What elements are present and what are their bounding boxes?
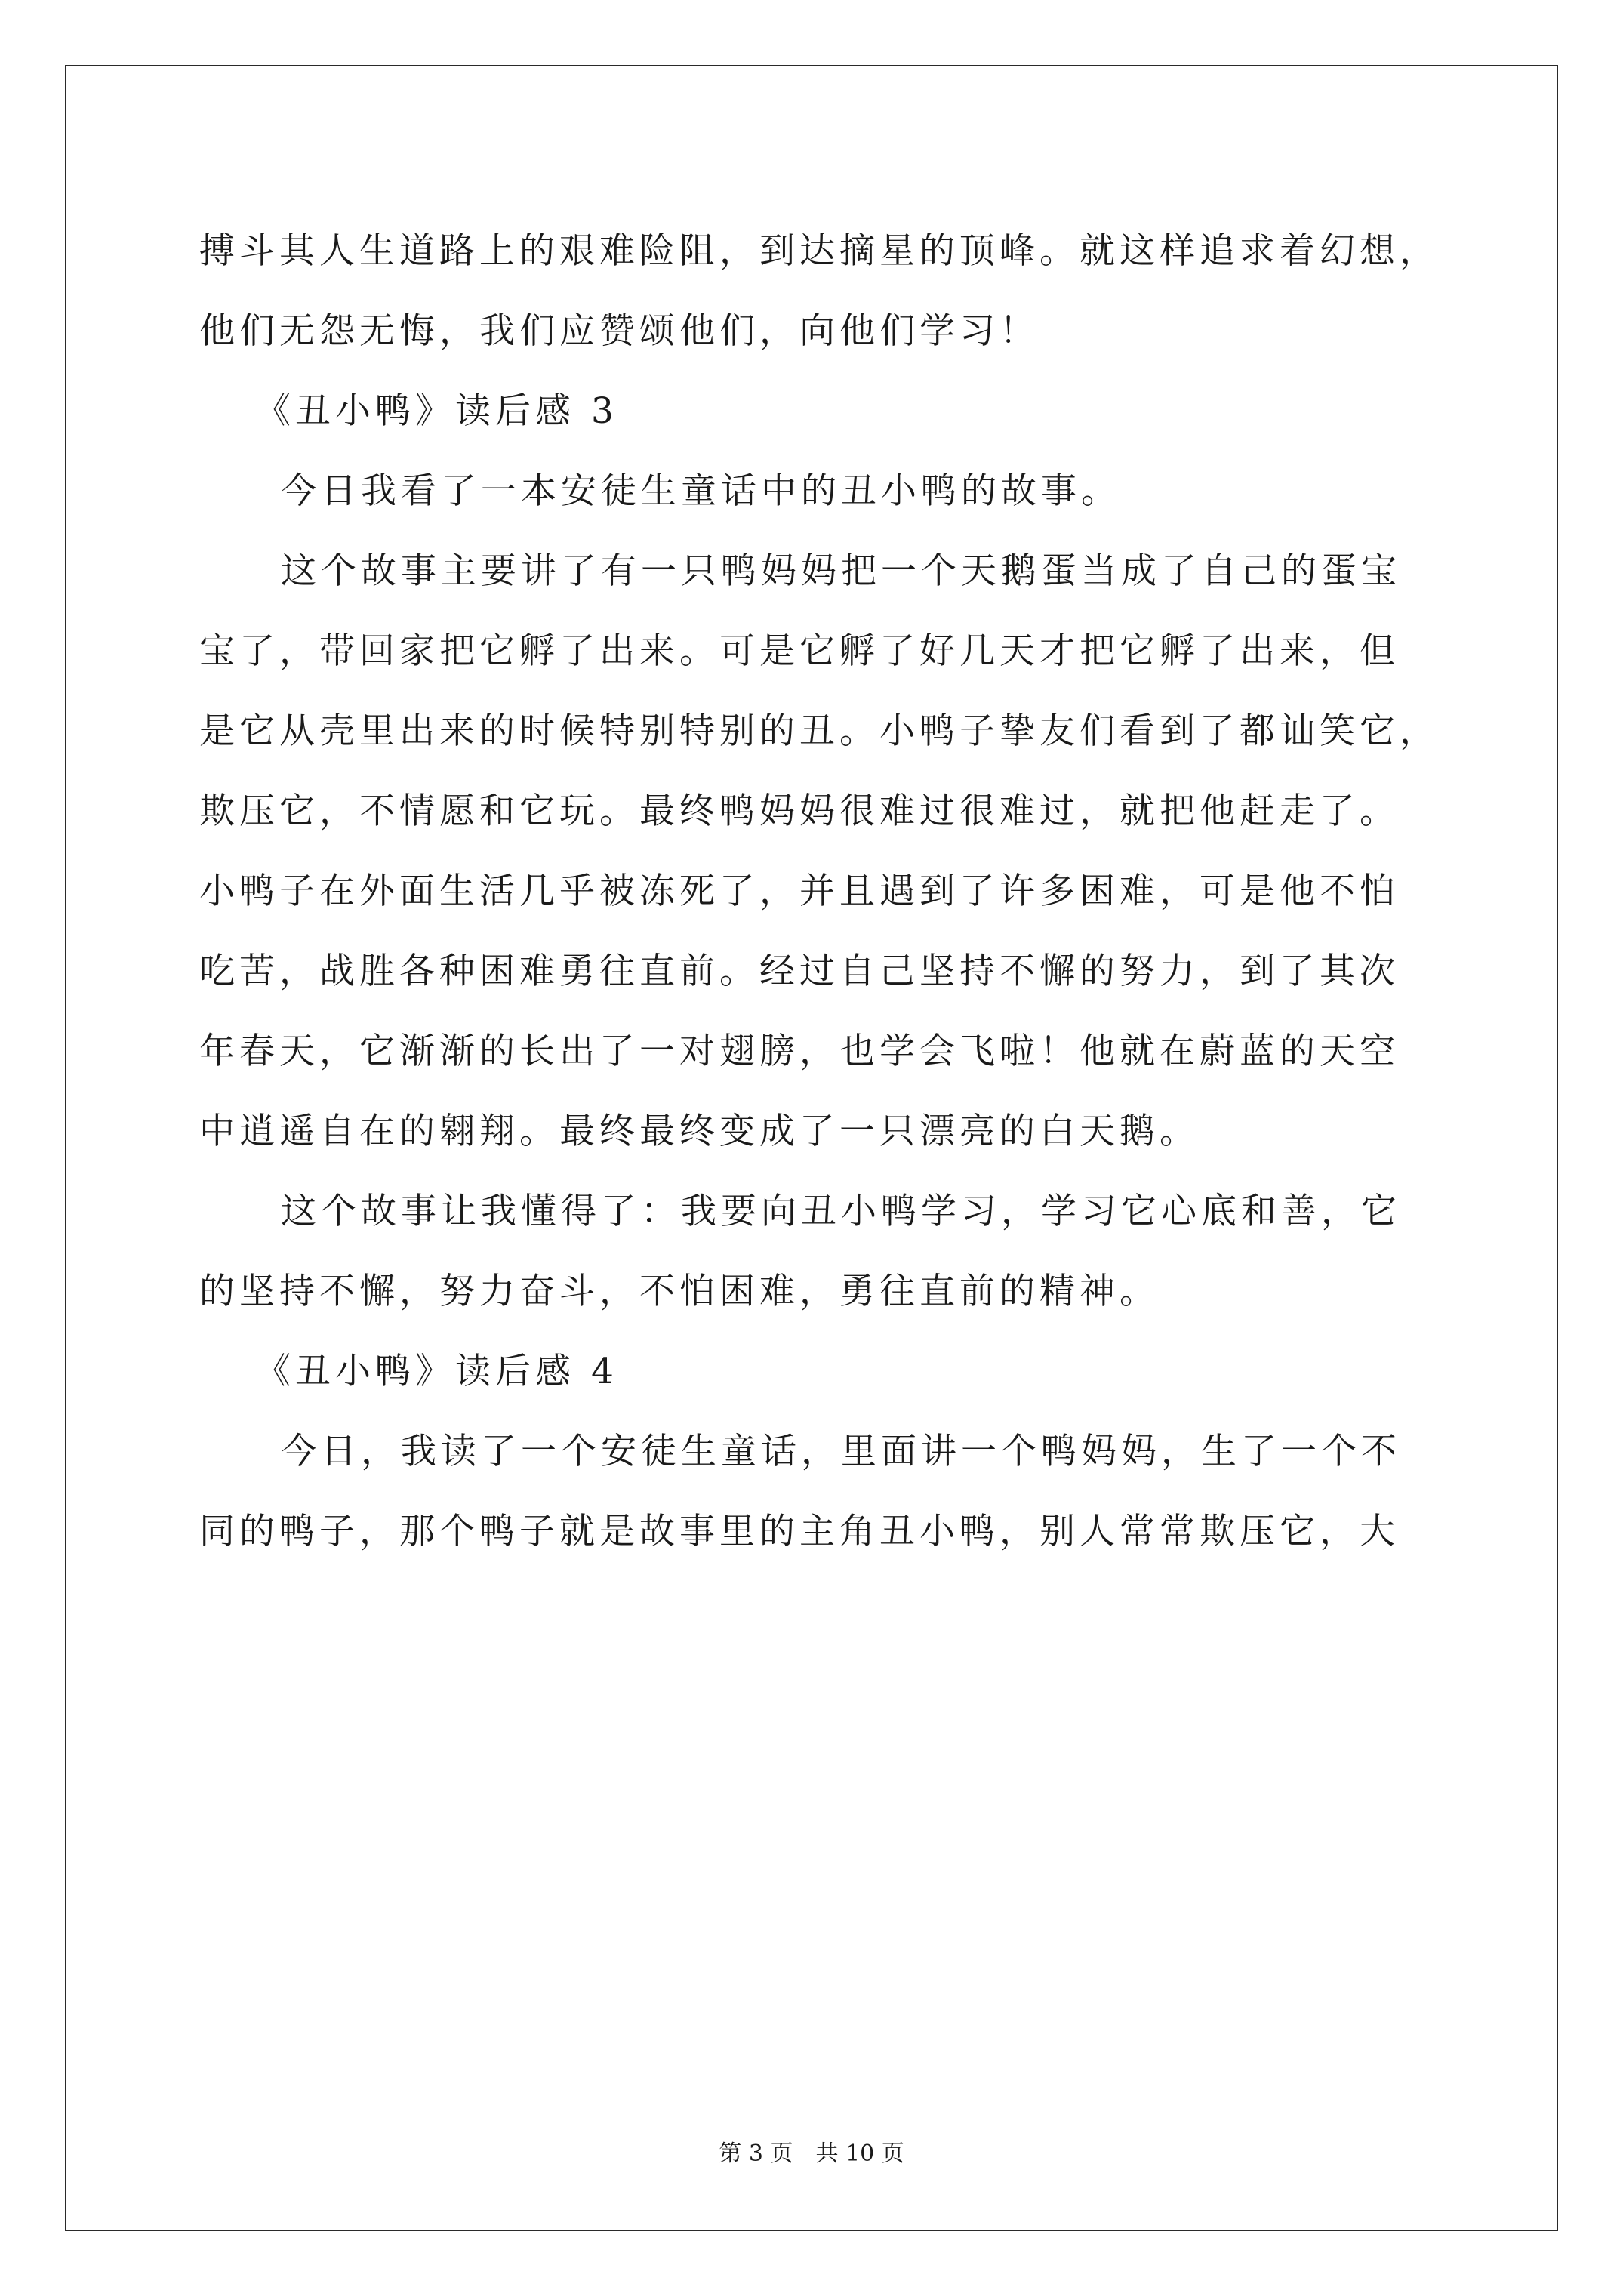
text-line: 欺压它，不情愿和它玩。最终鸭妈妈很难过很难过，就把他赶走了。 (199, 791, 1400, 832)
text-line: 中逍遥自在的翱翔。最终最终变成了一只漂亮的白天鹅。 (199, 1111, 1200, 1152)
page-number: 第 3 页 共 10 页 (719, 2140, 904, 2167)
paragraph-start: 这个故事让我懂得了：我要向丑小鸭学习，学习它心底和善，它 (281, 1191, 1401, 1232)
section-heading: 《丑小鸭》读后感 4 (255, 1351, 618, 1392)
text-line: 宝了，带回家把它孵了出来。可是它孵了好几天才把它孵了出来，但 (199, 630, 1400, 672)
text-line: 是它从壳里出来的时候特别特别的丑。小鸭子挚友们看到了都讪笑它， (199, 710, 1440, 752)
paragraph-start: 今日我看了一本安徒生童话中的丑小鸭的故事。 (281, 470, 1121, 512)
paragraph-start: 今日，我读了一个安徒生童话，里面讲一个鸭妈妈，生了一个不 (281, 1431, 1401, 1472)
section-heading: 《丑小鸭》读后感 3 (255, 390, 618, 432)
text-line: 吃苦，战胜各种困难勇往直前。经过自己坚持不懈的努力，到了其次 (199, 951, 1400, 992)
text-line: 他们无怨无悔，我们应赞颂他们，向他们学习！ (199, 310, 1039, 352)
text-line: 小鸭子在外面生活几乎被冻死了，并且遇到了许多困难，可是他不怕 (199, 871, 1400, 912)
paragraph-start: 这个故事主要讲了有一只鸭妈妈把一个天鹅蛋当成了自己的蛋宝 (281, 550, 1401, 592)
text-line: 同的鸭子，那个鸭子就是故事里的主角丑小鸭，别人常常欺压它，大 (199, 1511, 1400, 1552)
text-line: 搏斗其人生道路上的艰难险阻，到达摘星的顶峰。就这样追求着幻想， (199, 230, 1440, 272)
document-body (199, 211, 1440, 1572)
text-line: 年春天，它渐渐的长出了一对翅膀，也学会飞啦！他就在蔚蓝的天空 (199, 1031, 1400, 1072)
text-line: 的坚持不懈，努力奋斗，不怕困难，勇往直前的精神。 (199, 1271, 1160, 1312)
